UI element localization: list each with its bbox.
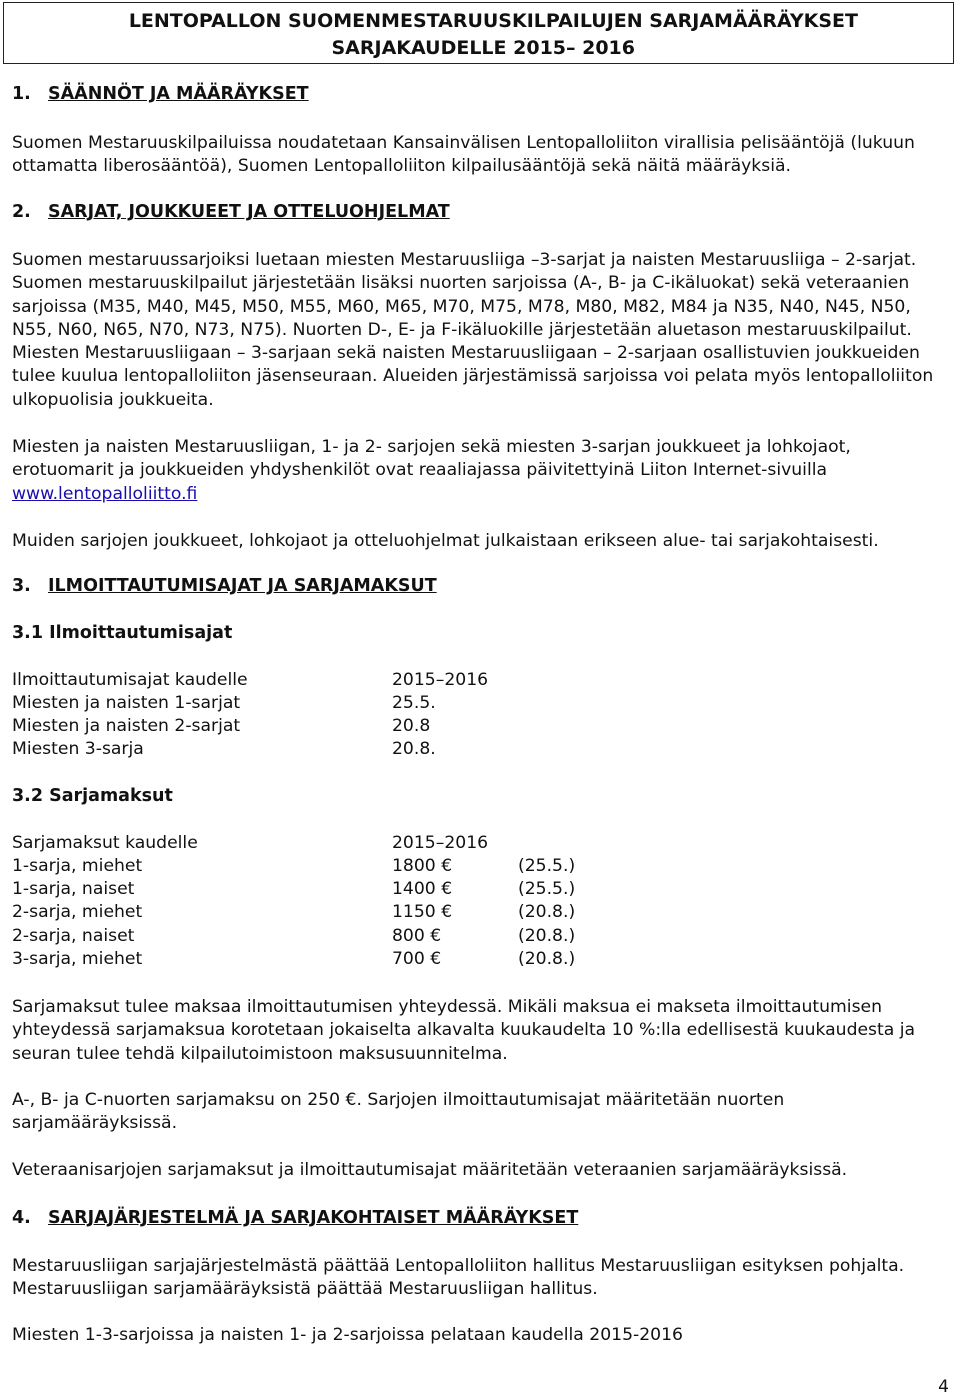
text-line: Mestaruusliigan sarjamääräyksistä päättää Mestaruusliigan hallitus. (12, 1279, 598, 1300)
row-deadline: (20.8.) (518, 902, 576, 922)
row-value: 20.8. (392, 739, 436, 759)
text-line: sarjamääräyksissä. (12, 1113, 178, 1134)
row-label: 1-sarja, miehet (12, 856, 143, 876)
section-number: 1. (12, 84, 31, 104)
text-line: Mestaruusliigan sarjajärjestelmästä päättää Lentopalloliiton hallitus Mestaruusliigan esityksen pohjalta. (12, 1256, 905, 1276)
text-line: Miesten Mestaruusliigaan – 3-sarjaan sekä naisten Mestaruusliigaan – 2-sarjaan osallistuvien joukkueiden (12, 343, 920, 364)
row-label: Ilmoittautumisajat kaudelle (12, 670, 248, 690)
paragraph-other-series (12, 530, 942, 553)
row-value: 700 € (392, 949, 442, 969)
row-label: Sarjamaksut kaudelle (12, 833, 198, 853)
row-deadline: (20.8.) (518, 926, 576, 946)
text-line: sarjoissa (M35, M40, M45, M50, M55, M60, M65, M70, M75, M78, M80, M82, M84 ja N35, N40, N45, N50, (12, 296, 911, 317)
text-line: ottamatta liberosääntöä), Suomen Lentopalloliiton kilpailusääntöjä sekä näitä määräyksiä. (12, 156, 791, 177)
section-3-heading (12, 576, 437, 596)
text-line: Suomen mestaruuskilpailut järjestetään lisäksi nuorten sarjoissa (A-, B- ja C-ikäluokat) sekä veteraanien (12, 273, 910, 294)
row-deadline: (20.8.) (518, 949, 576, 969)
section-number: 4. (12, 1208, 31, 1228)
section-4-heading (12, 1208, 578, 1228)
row-value: 20.8 (392, 716, 431, 736)
row-label: Miesten 3-sarja (12, 739, 144, 759)
text-line: Veteraanisarjojen sarjamaksut ja ilmoittautumisajat määritetään veteraanien sarjamääräyksissä. (12, 1160, 848, 1180)
row-label: Miesten ja naisten 1-sarjat (12, 693, 241, 713)
text-line: seuran tulee tehdä kilpailutoimistoon maksusuunnitelma. (12, 1043, 508, 1064)
row-value: 1400 € (392, 879, 453, 899)
document-header (3, 2, 954, 64)
paragraph-youth-fees (12, 1089, 942, 1136)
section-title: SARJAT, JOUKKUEET JA OTTELUOHJELMAT (48, 202, 450, 222)
paragraph-payment (12, 996, 942, 1066)
row-value: 25.5. (392, 693, 436, 713)
subsection-registration-heading: 3.1 Ilmoittautumisajat (12, 623, 233, 643)
text-line: Suomen mestaruussarjoiksi luetaan miesten Mestaruusliiga –3-sarjat ja naisten Mestaruusliiga – 2-sarjat. (12, 250, 917, 270)
text-line: erotuomarit ja joukkueiden yhdyshenkilöt ovat reaaliajassa päivitettyinä Liiton Internet-sivuilla (12, 460, 828, 481)
text-line: yhteydessä sarjamaksua korotetaan jokaiselta alkavalta kuukaudelta 10 %:lla edellisestä kuukaudesta ja (12, 1020, 916, 1041)
text-line: Suomen Mestaruuskilpailuissa noudatetaan Kansainvälisen Lentopalloliiton virallisia pelisääntöjä (lukuun (12, 133, 915, 153)
text-line: ulkopuolisia joukkueita. (12, 389, 214, 410)
section-2-heading (12, 202, 450, 222)
row-label: 3-sarja, miehet (12, 949, 143, 969)
row-value: 1150 € (392, 902, 453, 922)
text-line: Miesten ja naisten Mestaruusliigan, 1- ja 2- sarjojen sekä miesten 3-sarjan joukkueet ja lohkojaot, (12, 437, 851, 457)
row-label: 2-sarja, miehet (12, 902, 143, 922)
section-number: 3. (12, 576, 31, 596)
text-line: Miesten 1-3-sarjoissa ja naisten 1- ja 2-sarjoissa pelataan kaudella 2015-2016 (12, 1325, 683, 1345)
text-line: N55, N60, N65, N70, N73, N75). Nuorten D-, E- ja F-ikäluokille järjestetään aluetason mestaruuskilpailut. (12, 319, 912, 340)
paragraph-teams-online (12, 436, 942, 506)
section-title: SARJAJÄRJESTELMÄ JA SARJAKOHTAISET MÄÄRÄYKSET (48, 1208, 579, 1228)
paragraph-rules (12, 132, 942, 179)
paragraph-series (12, 249, 942, 412)
paragraph-season (12, 1324, 942, 1347)
section-title: ILMOITTAUTUMISAJAT JA SARJAMAKSUT (48, 576, 437, 596)
header-title: LENTOPALLON SUOMENMESTARUUSKILPAILUJEN SARJAMÄÄRÄYKSET (128, 10, 858, 32)
section-1-heading (12, 84, 309, 104)
row-label: 2-sarja, naiset (12, 926, 135, 946)
text-line: Sarjamaksut tulee maksaa ilmoittautumisen yhteydessä. Mikäli maksua ei makseta ilmoittautumisen (12, 997, 882, 1017)
section-number: 2. (12, 202, 31, 222)
subsection-fees-heading: 3.2 Sarjamaksut (12, 786, 173, 806)
paragraph-veteran-fees (12, 1159, 942, 1182)
header-subtitle: SARJAKAUDELLE 2015– 2016 (331, 37, 635, 59)
row-value: 2015–2016 (392, 670, 489, 690)
text-line: Muiden sarjojen joukkueet, lohkojaot ja otteluohjelmat julkaistaan erikseen alue- tai sarjakohtaisesti. (12, 531, 879, 551)
section-title: SÄÄNNÖT JA MÄÄRÄYKSET (48, 84, 309, 104)
page-number: 4 (938, 1377, 949, 1397)
row-deadline: (25.5.) (518, 856, 576, 876)
row-value: 800 € (392, 926, 442, 946)
row-label: 1-sarja, naiset (12, 879, 135, 899)
row-value: 2015–2016 (392, 833, 489, 853)
row-label: Miesten ja naisten 2-sarjat (12, 716, 241, 736)
row-value: 1800 € (392, 856, 453, 876)
website-link[interactable]: www.lentopalloliitto.fi (12, 483, 198, 504)
row-deadline: (25.5.) (518, 879, 576, 899)
text-line: A-, B- ja C-nuorten sarjamaksu on 250 €. Sarjojen ilmoittautumisajat määritetään nuorten (12, 1090, 785, 1110)
paragraph-league-system (12, 1255, 942, 1302)
text-line: tulee kuulua lentopalloliiton jäsenseuraan. Alueiden järjestämissä sarjoissa voi pelata myös lentopalloliiton (12, 366, 934, 387)
